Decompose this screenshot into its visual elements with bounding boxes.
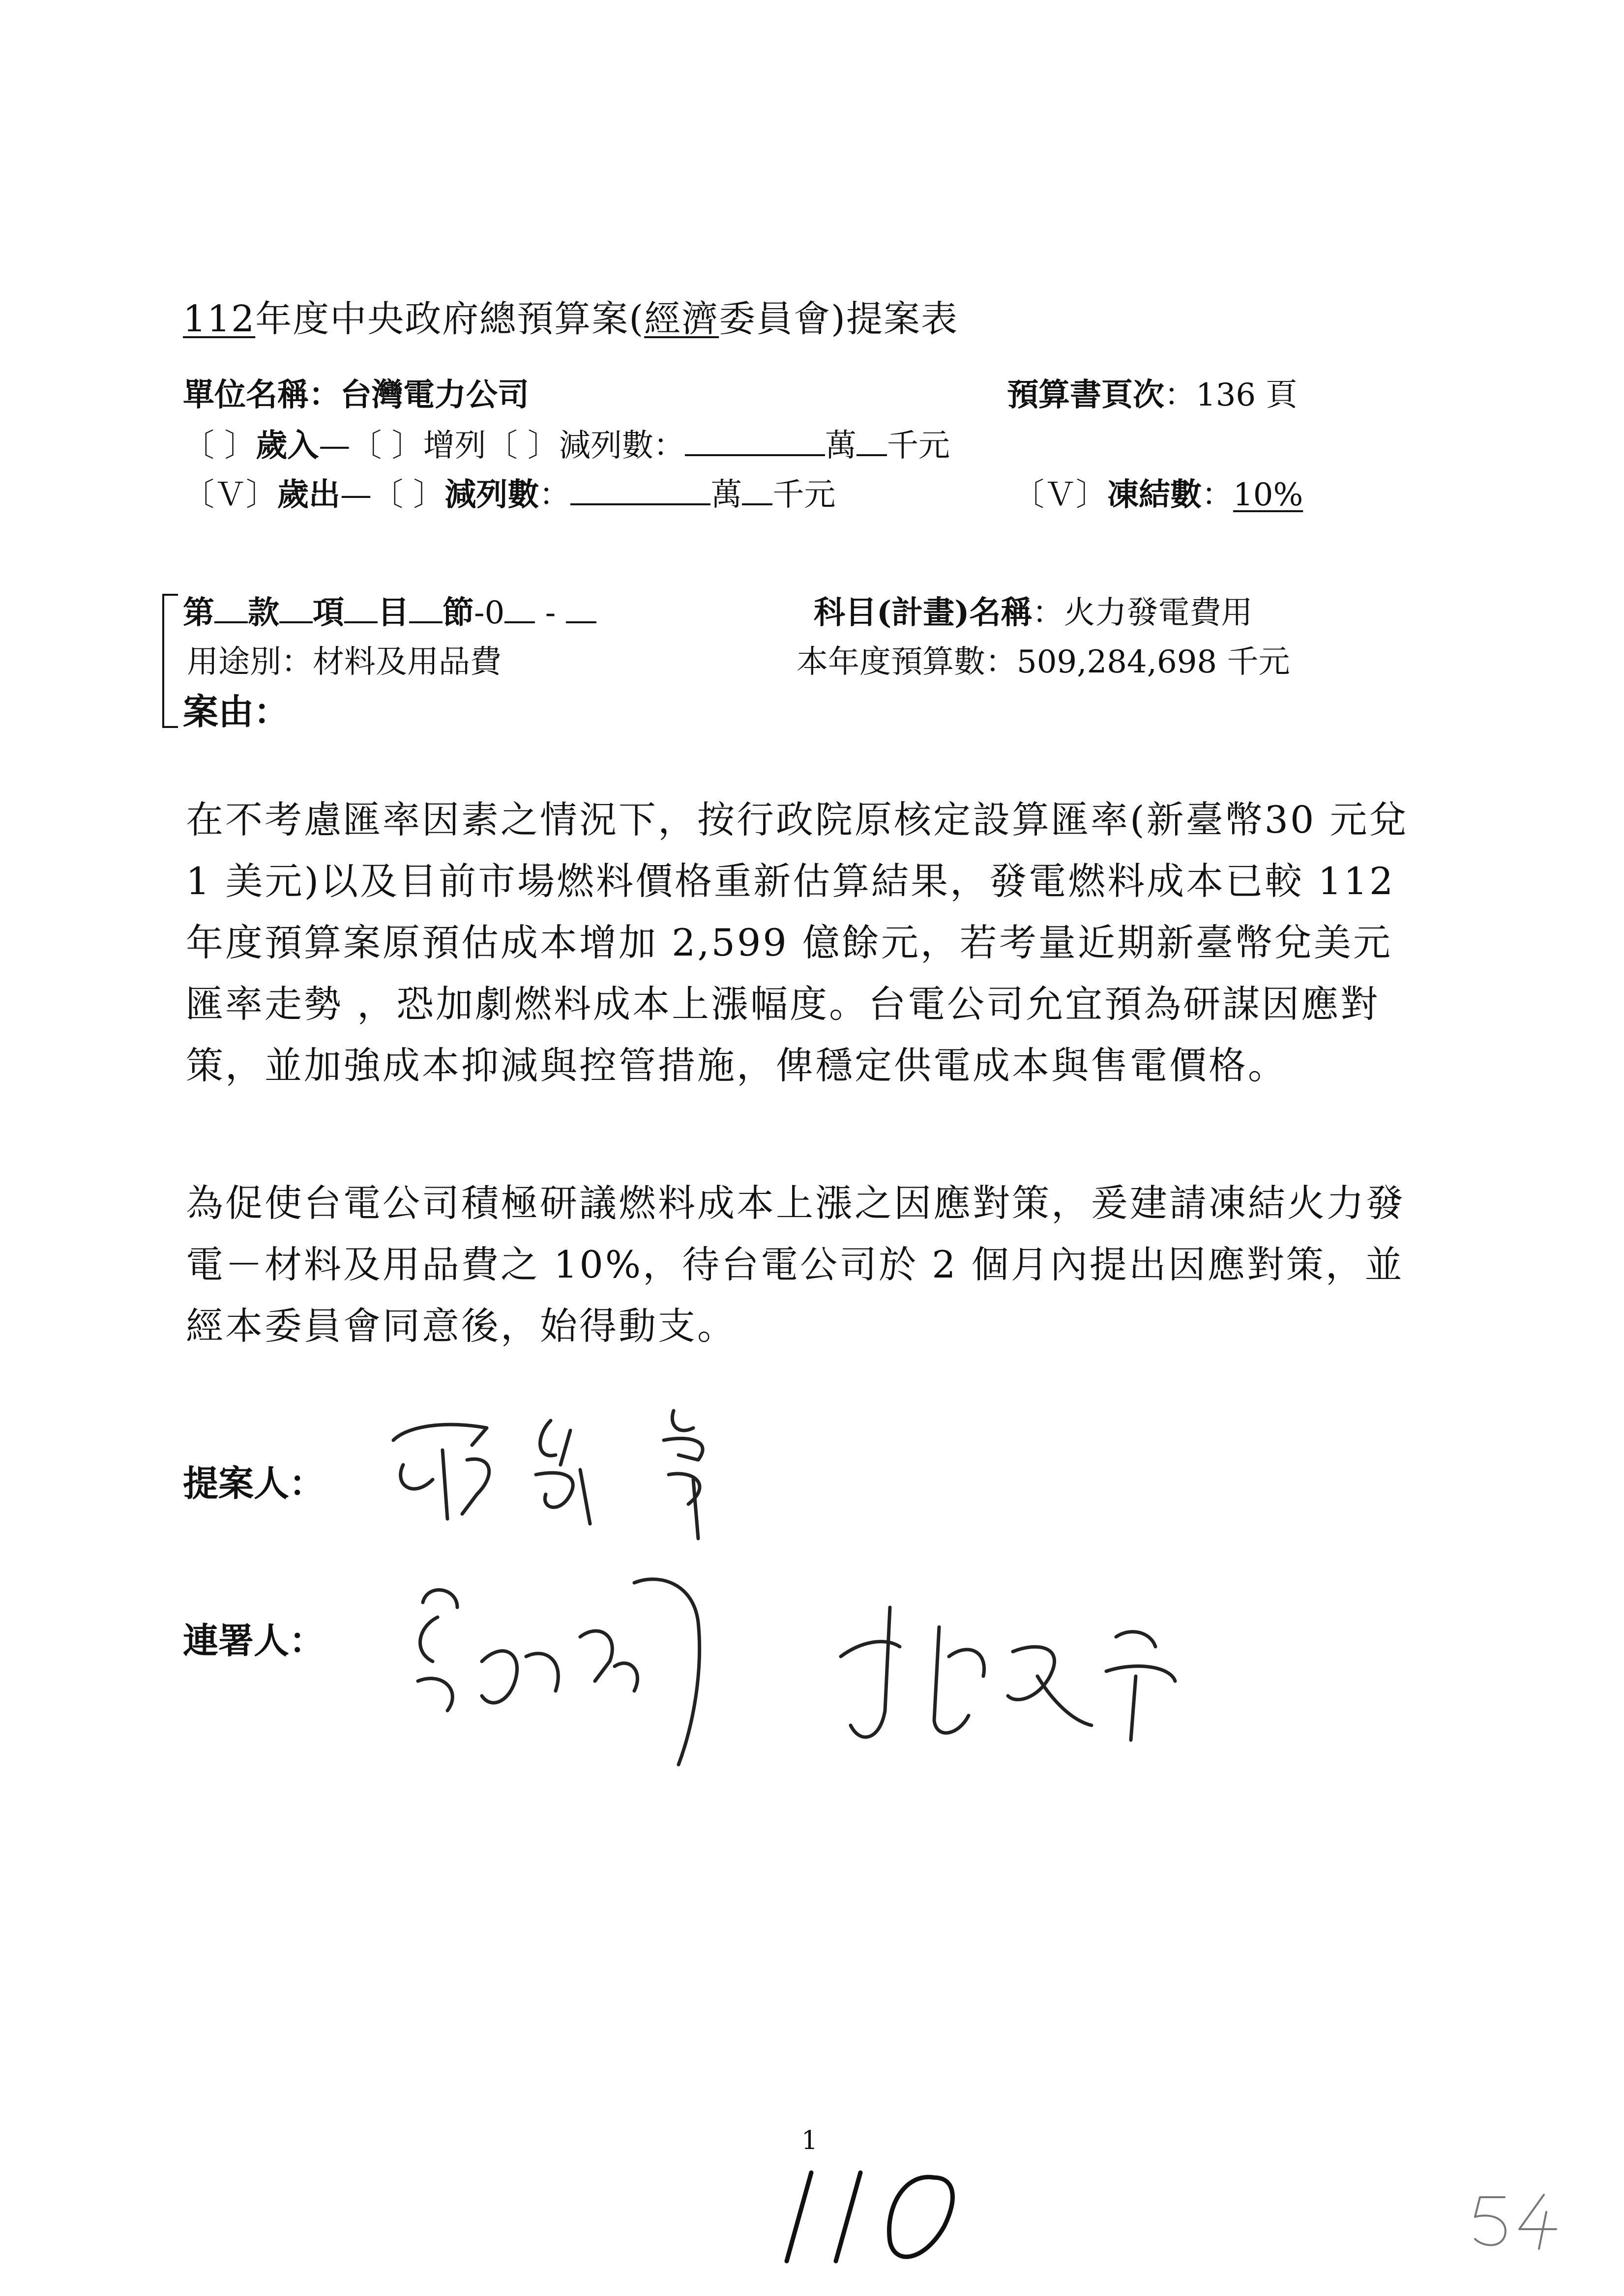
- title-committee: 經濟: [644, 298, 719, 340]
- increase-checkbox: 〔 〕: [350, 428, 423, 464]
- expense-decrease-checkbox: 〔 〕: [372, 477, 445, 513]
- freeze-colon: ：: [1202, 477, 1233, 513]
- section-di: 第: [183, 594, 214, 631]
- title-year: 112: [183, 298, 256, 340]
- reason-paragraph-2: 為促使台電公司積極研議燃料成本上漲之因應對策，爰建請凍結火力發電－材料及用品費之 10%，待台電公司於 2 個月內提出因應對策，並經本委員會同意後，始得動支。: [186, 1181, 1405, 1348]
- subject-value: ：火力發電費用: [1032, 595, 1253, 631]
- increase-label: 增列: [423, 428, 486, 464]
- subject-row: [814, 587, 1253, 633]
- section-xiang: 項: [313, 594, 344, 631]
- usage-row: 用途別：材料及用品費: [187, 644, 502, 680]
- subject-label: 科目(計畫)名稱: [814, 594, 1033, 631]
- expense-qian-blank: [742, 475, 772, 505]
- revenue-qian: 千元: [887, 428, 950, 464]
- reason-label: 案由：: [183, 691, 290, 732]
- section-code-row: [183, 587, 596, 633]
- unit-name-row: [183, 370, 529, 415]
- cosigner-signature-image-1: [403, 1563, 747, 1779]
- cosigner-signature-image-2: [831, 1598, 1224, 1760]
- title-part-b: 委員會)提案表: [719, 298, 958, 340]
- title-part-a: 年度中央政府總預算案(: [255, 298, 645, 340]
- budget-amount-row: 本年度預算數：509,284,698 千元: [797, 644, 1290, 680]
- expense-checkbox: 〔Ｖ〕: [183, 477, 277, 513]
- decrease-checkbox: 〔 〕: [486, 428, 560, 464]
- expense-wan: 萬: [710, 477, 742, 513]
- revenue-wan-blank: [685, 426, 825, 456]
- revenue-checkbox: 〔 〕: [183, 428, 256, 464]
- corner-number-image: [1465, 2187, 1573, 2251]
- decrease-label: 減列數：: [559, 428, 685, 464]
- revenue-line: [183, 420, 950, 465]
- budget-page-row: [1007, 370, 1298, 415]
- section-dash: -: [535, 595, 566, 631]
- budget-page-label: 預算書頁次: [1007, 377, 1164, 413]
- expense-wan-blank: [570, 475, 710, 505]
- revenue-wan: 萬: [825, 428, 857, 464]
- section-kuan-blank: [279, 593, 313, 623]
- proposer-signature-image: [374, 1401, 747, 1548]
- expense-qian: 千元: [772, 477, 836, 513]
- proposer-label: 提案人：: [183, 1462, 325, 1504]
- expense-line: [183, 469, 835, 515]
- revenue-label: 歲入: [256, 427, 319, 464]
- expense-label: 歲出: [277, 476, 340, 513]
- freeze-row: [1013, 469, 1303, 515]
- unit-label: 單位名稱：: [183, 377, 340, 413]
- handwritten-number-image: [767, 2163, 988, 2271]
- section-mu-blank: [409, 593, 443, 623]
- section-code-blank-2: [566, 593, 596, 623]
- budget-page-value: ：136 頁: [1164, 377, 1298, 413]
- expense-dash: —: [340, 477, 372, 513]
- freeze-value: 10%: [1233, 477, 1303, 513]
- page-number: 1: [801, 2126, 818, 2155]
- section-jie: 節: [443, 594, 474, 631]
- section-mu: 目: [378, 594, 409, 631]
- document-title: [183, 290, 958, 342]
- section-code: -0: [474, 595, 505, 631]
- section-code-blank-1: [504, 593, 535, 623]
- section-bracket: [162, 594, 178, 728]
- section-di-blank: [214, 593, 248, 623]
- expense-decrease-label: 減列數: [444, 476, 539, 513]
- reason-paragraph-1: 在不考慮匯率因素之情況下，按行政院原核定設算匯率(新臺幣30 元兌 1 美元)以及目前市場燃料價格重新估算結果，發電燃料成本已較 112 年度預算案原預估成本增加 2,599 億餘元，若考量近期新臺幣兌美元匯率走勢 ，恐加劇燃料成本上漲幅度。台電公司允宜預為研謀因應對策，並加強成本抑減與控管措施，俾穩定供電成本與售電價格。: [186, 798, 1409, 1087]
- revenue-qian-blank: [856, 426, 887, 456]
- revenue-dash: —: [319, 428, 351, 464]
- section-kuan: 款: [248, 594, 279, 631]
- freeze-checkbox: 〔Ｖ〕: [1013, 477, 1107, 513]
- freeze-label: 凍結數: [1107, 476, 1202, 513]
- section-xiang-blank: [344, 593, 378, 623]
- expense-colon: ：: [539, 477, 571, 513]
- unit-value: 台灣電力公司: [340, 377, 529, 413]
- cosigner-label: 連署人：: [183, 1620, 325, 1661]
